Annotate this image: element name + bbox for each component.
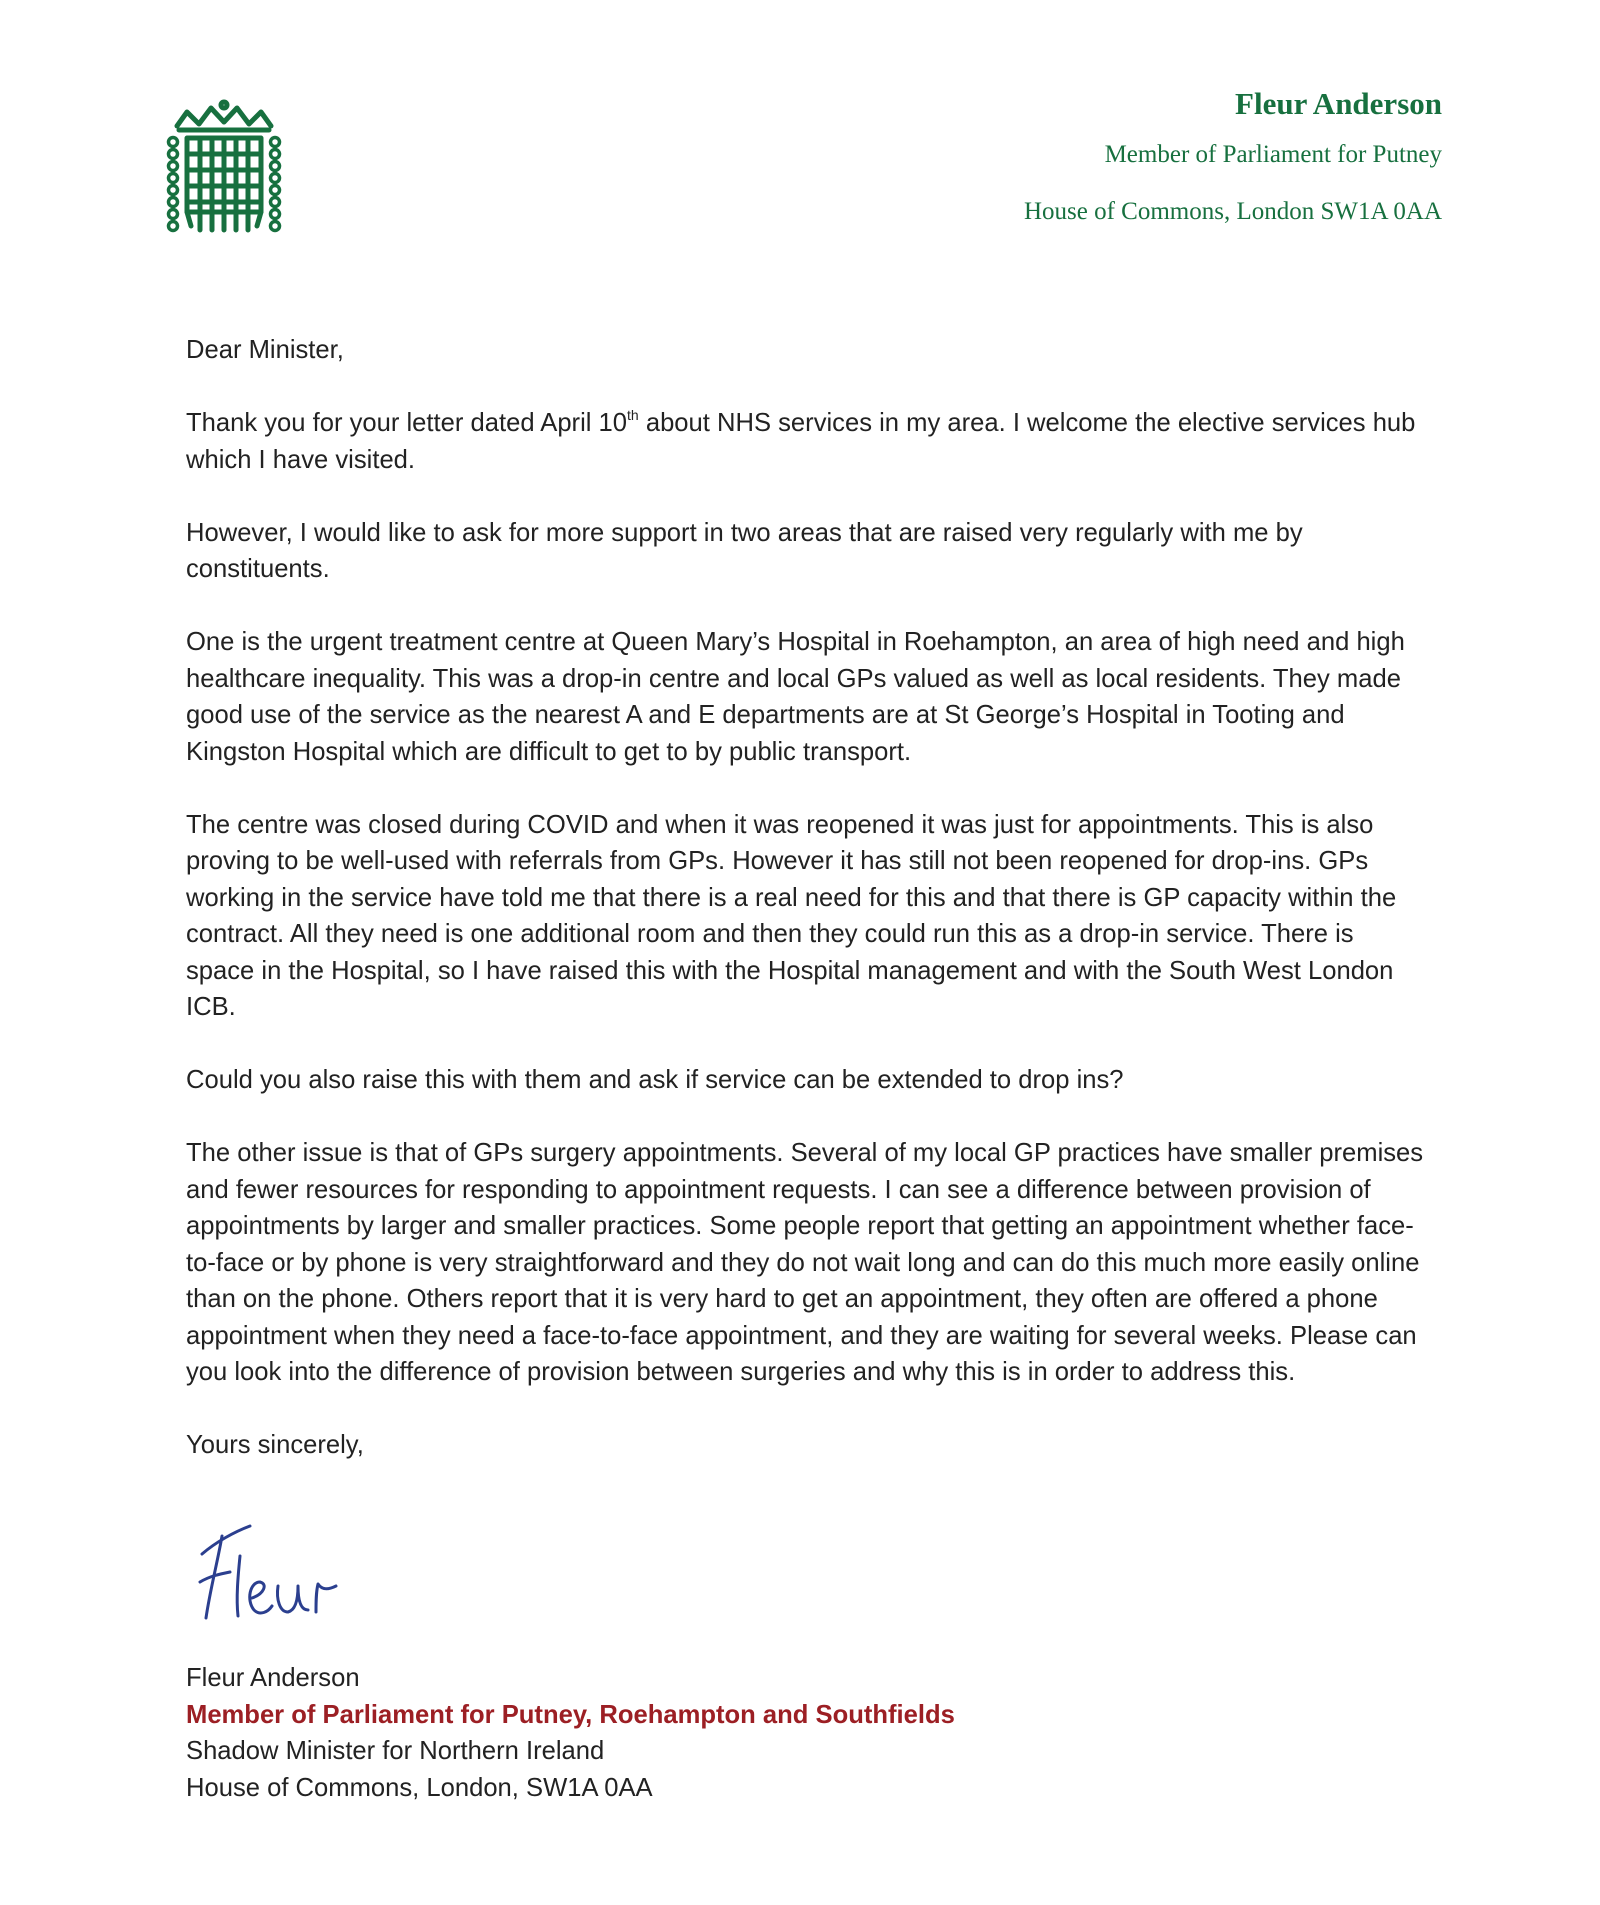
paragraph-covid-closure: The centre was closed during COVID and when it was reopened it was just for appointments. This is also proving to be well-used with referrals from GPs. However it has still not been reopened for drop-ins. GPs working in the service have told me that there is a real need for this and that there is GP capacity within the contract. All they need is one additional room and then they could run this as a drop-in service. There is space in the Hospital, so I have raised this with the Hospital management and with the South West London ICB.	[186, 810, 1397, 1021]
handwritten-signature	[188, 1520, 368, 1630]
closing: Yours sincerely,	[186, 1431, 364, 1459]
letter-body	[186, 332, 1426, 1500]
portcullis-crest-icon	[165, 98, 283, 234]
signoff-shadow-role: Shadow Minister for Northern Ireland	[186, 1737, 605, 1765]
letterhead	[1024, 84, 1442, 253]
ordinal-suffix: th	[627, 407, 639, 423]
salutation: Dear Minister,	[186, 336, 344, 364]
signoff-title: Member of Parliament for Putney, Roehampton and Southfields	[186, 1700, 955, 1729]
letterhead-role: Member of Parliament for Putney	[1104, 141, 1442, 168]
letterhead-name: Fleur Anderson	[1235, 86, 1442, 121]
signoff-name: Fleur Anderson	[186, 1664, 360, 1692]
paragraph-urgent-treatment-centre: One is the urgent treatment centre at Queen Mary’s Hospital in Roehampton, an area of high need and high healthcare inequality. This was a drop-in centre and local GPs valued as well as local residents. They made good use of the service as the nearest A and E departments are at St George’s Hospital in Tooting and Kingston Hospital which are difficult to get to by public transport.	[186, 628, 1405, 766]
signoff-block	[186, 1660, 955, 1806]
paragraph-thanks-end: about NHS services in my area. I welcome the elective services hub which I have visited.	[186, 409, 1416, 474]
signoff-address: House of Commons, London, SW1A 0AA	[186, 1773, 653, 1802]
paragraph-thanks	[186, 405, 1426, 478]
paragraph-drop-ins-question: Could you also raise this with them and ask if service can be extended to drop ins?	[186, 1066, 1124, 1094]
paragraph-thanks-start: Thank you for your letter dated April 10	[186, 409, 628, 437]
paragraph-request: However, I would like to ask for more support in two areas that are raised very regularly with me by constituents.	[186, 518, 1303, 583]
letterhead-address: House of Commons, London SW1A 0AA	[1023, 198, 1442, 225]
paragraph-gp-appointments: The other issue is that of GPs surgery appointments. Several of my local GP practices have smaller premises and fewer resources for responding to appointment requests. I can see a difference between provision of appointments by larger and smaller practices. Some people report that getting an appointment whether face-to-face or by phone is very straightforward and they do not wait long and can do this much more easily online than on the phone. Others report that it is very hard to get an appointment, they often are offered a phone appointment when they need a face-to-face appointment, and they are waiting for several weeks. Please can you look into the difference of provision between surgeries and why this is in order to address this.	[186, 1139, 1424, 1386]
